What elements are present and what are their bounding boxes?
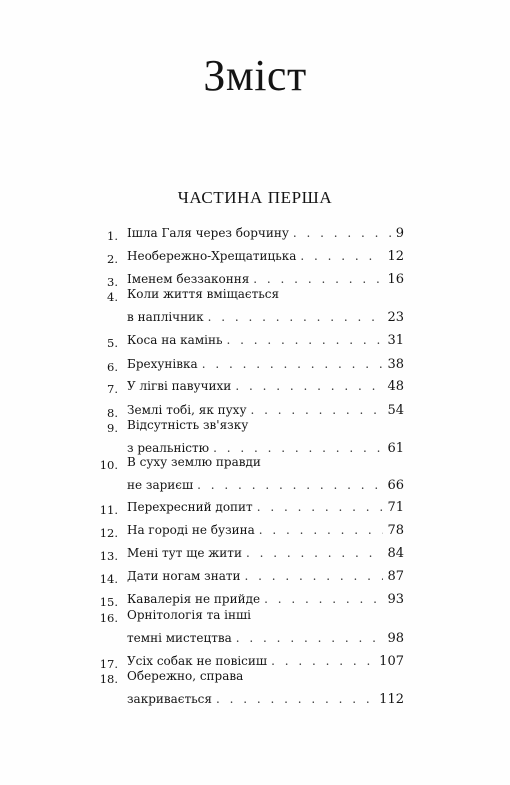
toc-entry-title-line1: Обережно, справа [127, 669, 244, 683]
page-title: Зміст [203, 51, 307, 100]
toc-entry-line [127, 631, 404, 651]
toc-entry-title: з реальністю [127, 441, 210, 455]
toc-entry-title: Землі тобі, як пуху [127, 403, 247, 417]
dot-leader [202, 357, 384, 371]
toc-entry-line [127, 226, 404, 246]
toc-entry-number: 10. [99, 458, 118, 472]
toc-entry-title: У лігві павучихи [127, 379, 232, 393]
toc-entry-page-number: 84 [387, 546, 404, 561]
toc-entry-number: 12. [99, 526, 118, 540]
toc-entry-line [127, 569, 404, 589]
toc-entry-title: Перехресний допит [127, 500, 253, 514]
toc-entry-title: Дати ногам знати [127, 569, 241, 583]
toc-entry-page-number: 16 [387, 272, 404, 287]
toc-entry-line [127, 249, 404, 269]
toc-entry-page-number: 23 [387, 310, 404, 325]
toc-entry-page-number: 48 [387, 379, 404, 394]
toc-entry-page-number: 112 [379, 692, 404, 707]
toc-entry-number: 5. [107, 336, 118, 350]
toc-entry-title: Коса на камінь [127, 333, 223, 347]
dot-leader [264, 592, 383, 606]
toc-entry-number: 4. [107, 290, 118, 304]
toc-entry-line [127, 310, 404, 330]
toc-entry-line [127, 379, 404, 399]
toc-entry-title: закривається [127, 692, 212, 706]
toc-entry-title: На городі не бузина [127, 523, 255, 537]
toc-entry-number: 9. [107, 421, 118, 435]
toc-entry-title-line1: Коли життя вміщається [127, 287, 280, 301]
toc-entry-title: в наплічник [127, 310, 204, 324]
dot-leader [253, 272, 383, 286]
toc-entry-number: 11. [99, 503, 118, 517]
toc-entry-page-number: 54 [387, 403, 404, 418]
toc-entry-title: не зариєш [127, 478, 194, 492]
toc-entry-page-number: 31 [387, 333, 404, 348]
toc-entry-number: 17. [99, 657, 118, 671]
toc-entry-line [127, 546, 404, 566]
toc-entry-line [127, 523, 404, 543]
dot-leader [197, 478, 383, 492]
dot-leader [300, 249, 383, 263]
toc-entry-line [127, 478, 404, 498]
dot-leader [246, 546, 384, 560]
toc-entry-page-number: 71 [387, 500, 404, 515]
toc-entry-title: Кавалерія не прийде [127, 592, 261, 606]
toc-entry-number: 6. [107, 360, 118, 374]
toc-entry-page-number: 66 [387, 478, 404, 493]
toc-entry-page-number: 9 [395, 226, 404, 241]
toc-entry-number: 3. [107, 275, 118, 289]
toc-entry-title-line1: Відсутність зв'язку [127, 418, 249, 432]
toc-entry-line [127, 500, 404, 520]
toc-entry-number: 16. [99, 611, 118, 625]
dot-leader [235, 379, 383, 393]
dot-leader [293, 226, 392, 240]
toc-entry-title: Усіх собак не повісиш [127, 654, 268, 668]
toc-entry-number: 1. [107, 229, 118, 243]
dot-leader [227, 333, 384, 347]
toc-entry-number: 14. [99, 572, 118, 586]
dot-leader [245, 569, 384, 583]
toc-entry-title: Мені тут ще жити [127, 546, 242, 560]
toc-entry-title-line1: В суху землю правди [127, 455, 261, 469]
dot-leader [257, 500, 384, 514]
toc-entry-page-number: 98 [387, 631, 404, 646]
toc-entry-number: 7. [107, 382, 118, 396]
dot-leader [216, 692, 375, 706]
toc-entry-number: 18. [99, 672, 118, 686]
toc-entry-page-number: 87 [387, 569, 404, 584]
toc-entry-page-number: 38 [387, 357, 404, 372]
part-title: ЧАСТИНА ПЕРША [177, 188, 333, 207]
dot-leader [236, 631, 384, 645]
toc-entry-page-number: 12 [387, 249, 404, 264]
toc-entry-page-number: 61 [387, 441, 404, 456]
toc-entry-number: 8. [107, 406, 118, 420]
dot-leader [271, 654, 375, 668]
toc-entry-page-number: 107 [379, 654, 404, 669]
dot-leader [208, 310, 384, 324]
toc-entry-line [127, 357, 404, 377]
toc-entry-page-number: 78 [387, 523, 404, 538]
toc-entry-line [127, 333, 404, 353]
toc-entry-number: 15. [99, 595, 118, 609]
toc-entry-title-line1: Орнітологія та інші [127, 608, 252, 622]
dot-leader [213, 441, 383, 455]
toc-entry-title: Ішла Галя через борчину [127, 226, 289, 240]
dot-leader [251, 403, 384, 417]
toc-entry-title: темні мистецтва [127, 631, 232, 645]
toc-entry-number: 13. [99, 549, 118, 563]
toc-entry-number: 2. [107, 252, 118, 266]
dot-leader [259, 523, 384, 537]
toc-entry-title: Іменем беззаконня [127, 272, 250, 286]
toc-entry-page-number: 93 [387, 592, 404, 607]
toc-entry-title: Необережно-Хрещатицька [127, 249, 297, 263]
toc-entry-title: Брехунівка [127, 357, 198, 371]
toc-entry-line [127, 692, 404, 712]
